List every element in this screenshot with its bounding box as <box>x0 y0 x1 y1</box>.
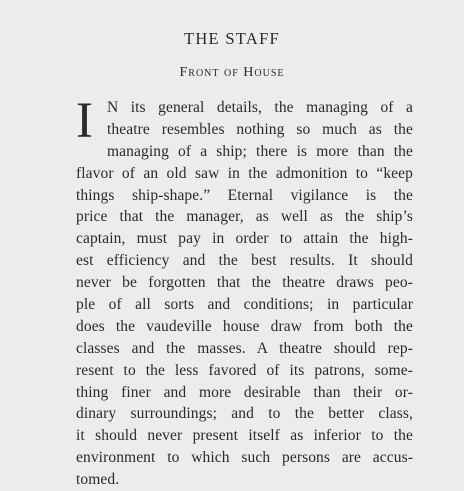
text-line: managing of a ship; there is more than the <box>107 142 413 160</box>
text-line: dinary surroundings; and to the better class, <box>76 405 413 423</box>
text-line: N its general details, the managing of a <box>107 99 413 116</box>
text-line: tomed. <box>76 471 120 489</box>
text-line: est efficiency and the best results. It should <box>76 252 413 270</box>
text-line: price that the manager, as well as the ship’s <box>76 208 413 226</box>
chapter-title: THE STAFF <box>183 29 281 48</box>
drop-cap: I <box>76 93 93 149</box>
text-line: flavor of an old saw in the admonition to “keep <box>76 164 413 182</box>
text-line: theatre resembles nothing so much as the <box>107 120 413 138</box>
body-paragraph <box>76 93 413 491</box>
text-line: it should never present itself as inferior to the <box>76 427 413 445</box>
text-line: resent to the less favored of its patrons, some- <box>76 361 413 379</box>
text-line: environment to which such persons are accus- <box>76 449 413 467</box>
text-line: thing finer and more desirable than their or- <box>76 383 413 401</box>
text-line: ple of all sorts and conditions; in particular <box>76 296 413 314</box>
text-line: things ship-shape.” Eternal vigilance is the <box>76 186 413 204</box>
section-title: Front of House <box>179 65 285 80</box>
text-line: does the vaudeville house draw from both the <box>76 317 413 335</box>
text-line: never be forgotten that the theatre draws peo- <box>76 274 413 292</box>
text-line: captain, must pay in order to attain the high- <box>76 230 413 248</box>
text-line: classes and the masses. A theatre should rep- <box>76 339 413 357</box>
